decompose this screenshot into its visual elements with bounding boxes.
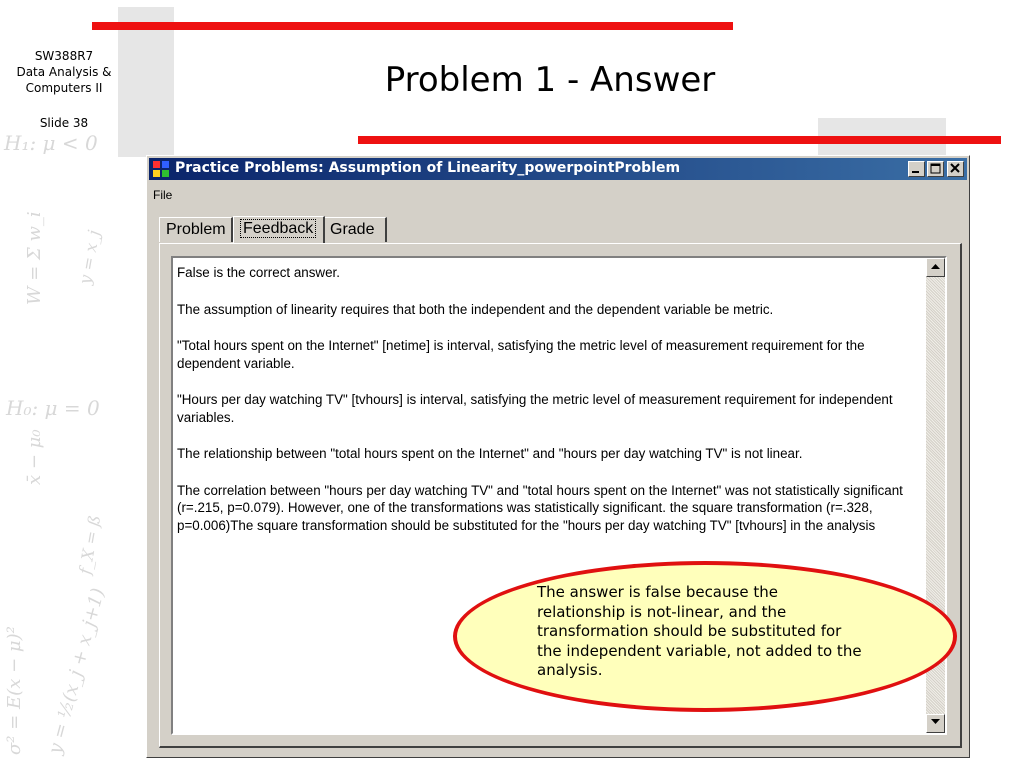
slide-title: Problem 1 - Answer — [384, 60, 716, 100]
tab-feedback[interactable] — [233, 216, 325, 243]
tab-problem[interactable]: Problem — [159, 217, 233, 242]
answer-callout-text: The answer is false because the relationship is not-linear, and the transformation should be substituted for the independent variable, not added to the analysis. — [537, 583, 862, 679]
window-title: Practice Problems: Assumption of Linearity_powerpointProblem — [175, 160, 681, 176]
maximize-button[interactable] — [927, 161, 944, 177]
maximize-icon — [928, 162, 943, 176]
course-label — [0, 48, 128, 96]
feedback-paragraph: False is the correct answer. — [177, 265, 340, 280]
close-icon — [948, 162, 963, 176]
minimize-icon — [909, 162, 924, 176]
minimize-button[interactable] — [908, 161, 925, 177]
svg-text:f_X = ß: f_X = ß — [75, 513, 105, 576]
course-line: SW388R7 — [34, 49, 94, 63]
feedback-paragraph: The assumption of linearity requires that both the independent and the dependent variable be metric. — [177, 301, 774, 317]
menu-file[interactable]: File — [153, 188, 173, 202]
scroll-down-button[interactable] — [926, 714, 945, 733]
slide-number: Slide 38 — [39, 116, 89, 130]
tab-feedback-label: Feedback — [240, 219, 316, 238]
svg-text:σ² = E(x − μ)²: σ² = E(x − μ)² — [4, 626, 25, 755]
decorative-red-bar — [92, 22, 733, 30]
math-formula-watermark — [0, 131, 118, 768]
svg-text:H₁: μ < 0: H₁: μ < 0 — [4, 131, 98, 155]
scroll-down-arrow-icon — [931, 719, 940, 725]
svg-text:H₀: μ = 0: H₀: μ = 0 — [6, 396, 100, 420]
app-icon[interactable] — [153, 161, 169, 177]
tab-grade[interactable]: Grade — [323, 217, 387, 242]
feedback-paragraph: "Total hours spent on the Internet" [netime] is interval, satisfying the metric level of measurement requirement for the dependent variable. — [177, 338, 865, 371]
feedback-paragraph: The correlation between "hours per day watching TV" and "total hours spent on the Internet" was not statistically significant (r=.215, p=0.079). However, one of the transformations was statistically significant. the square transformation (r=.328, p=0.006)The square transformation should be substituted for the "hours per day watching TV" [tvhours] in the analysis — [177, 482, 903, 533]
scroll-up-arrow-icon — [931, 263, 940, 269]
course-line: Computers II — [25, 81, 103, 95]
feedback-paragraph: "Hours per day watching TV" [tvhours] is interval, satisfying the metric level of measurement requirement for independent variables. — [177, 392, 893, 425]
close-button[interactable] — [947, 161, 964, 177]
scroll-up-button[interactable] — [926, 258, 945, 277]
svg-text:y = ½(x_j + x_j+1): y = ½(x_j + x_j+1) — [44, 585, 110, 757]
svg-text:W = Σ w_i: W = Σ w_i — [24, 211, 45, 305]
decorative-red-bar — [358, 136, 1001, 144]
svg-text:x̄ − μ₀: x̄ − μ₀ — [24, 429, 45, 485]
course-line: Data Analysis & — [16, 65, 112, 79]
feedback-paragraph: The relationship between "total hours spent on the Internet" and "hours per day watching TV" is not linear. — [177, 446, 803, 461]
svg-text:y = x_j: y = x_j — [75, 228, 104, 286]
menu-bar — [151, 184, 174, 202]
window-titlebar[interactable] — [149, 158, 967, 180]
